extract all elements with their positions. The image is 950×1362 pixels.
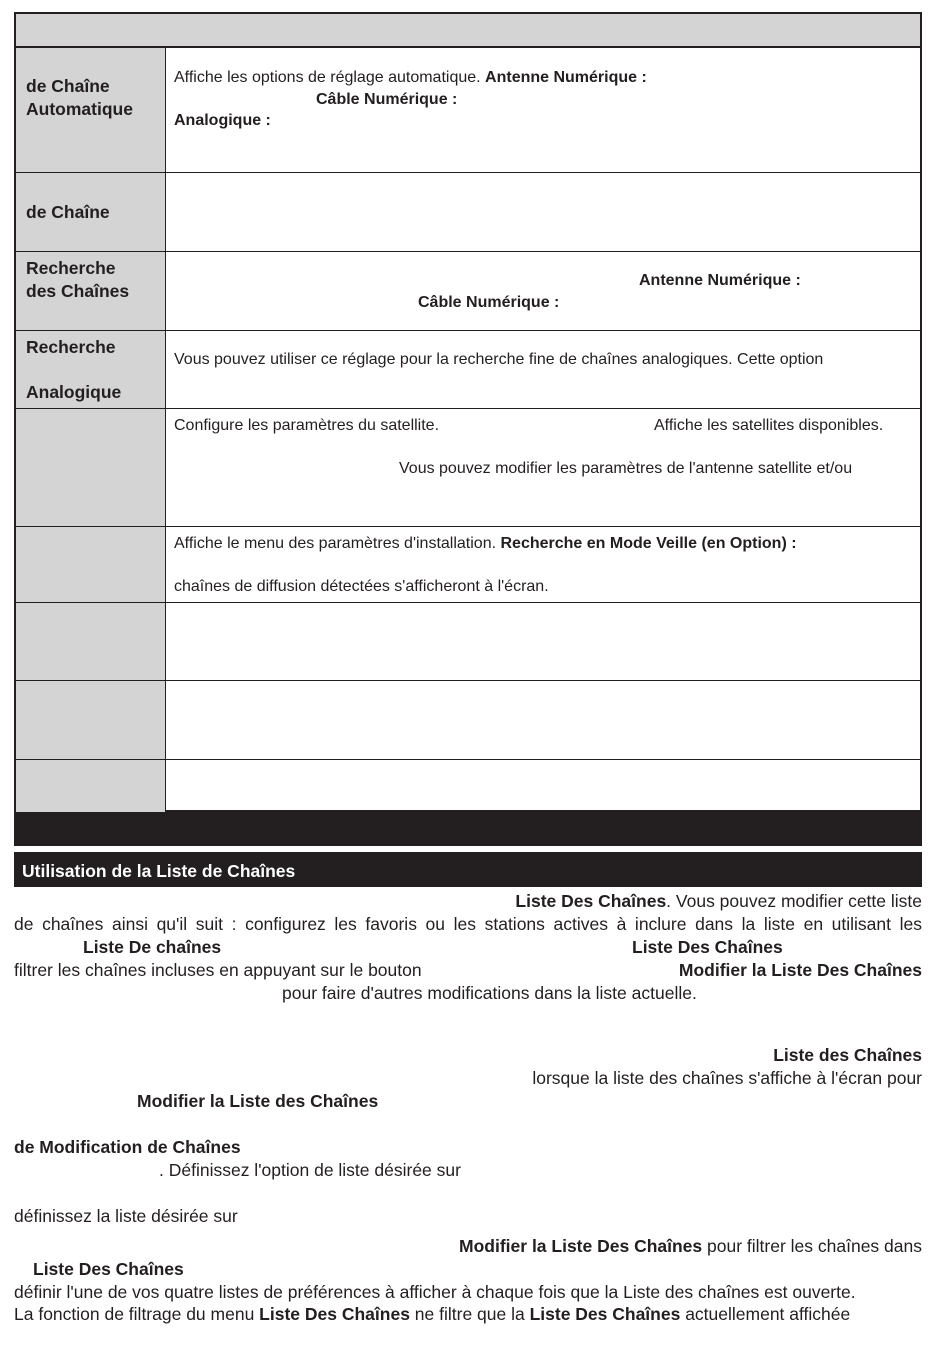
body-text: ne filtre que la: [409, 1304, 530, 1324]
row-description: Configure les paramètres du satellite.: [174, 417, 440, 434]
row-divider: [16, 526, 920, 527]
bold-term: Liste Des Chaînes: [632, 937, 783, 957]
cable-digital-label: Câble Numérique :: [418, 294, 560, 311]
row-label-line: des Chaînes: [26, 281, 130, 301]
description-text: Affiche les options de réglage automatique.: [174, 69, 486, 86]
body-text: La fonction de filtrage du menu: [14, 1304, 260, 1324]
bold-term: Modifier la Liste Des Chaînes: [678, 960, 922, 980]
body-text: pour filtrer les chaînes dans: [702, 1236, 922, 1256]
section-title: Utilisation de la Liste de Chaînes: [22, 861, 296, 881]
row-label-line: Recherche: [26, 258, 116, 278]
body-text: . Vous pouvez modifier cette liste: [666, 891, 922, 911]
row-label-auto-channel: [26, 75, 133, 121]
cable-digital-label: Câble Numérique :: [316, 91, 458, 108]
body-text: définissez la liste désirée sur: [14, 1206, 238, 1226]
row-label-network-search: [26, 257, 129, 303]
row-divider: [16, 251, 920, 252]
description-text: Affiche le menu des paramètres d'installation.: [174, 535, 501, 552]
bold-term: Liste Des Chaînes: [259, 1304, 410, 1324]
body-line: [14, 1303, 850, 1326]
row-divider: [16, 172, 920, 173]
standby-search-label: Recherche en Mode Veille (en Option) :: [500, 535, 797, 552]
section-header-bar: [14, 852, 922, 887]
body-line: de chaînes ainsi qu'il suit : configurez les favoris ou les stations actives à inclure dans la liste en utilisant les: [14, 914, 922, 934]
body-line: [459, 1235, 922, 1258]
label-column: [16, 48, 166, 812]
row-divider: [16, 602, 920, 603]
dark-divider-bar: [14, 812, 922, 846]
row-description: Vous pouvez modifier les paramètres de l'antenne satellite et/ou: [399, 460, 853, 477]
settings-table: [14, 12, 922, 812]
row-label-line: de Chaîne: [26, 202, 110, 222]
row-label-line: Recherche: [26, 337, 116, 357]
row-description: Vous pouvez utiliser ce réglage pour la recherche fine de chaînes analogiques. Cette option: [174, 351, 824, 368]
bold-term: Liste Des Chaînes: [515, 891, 667, 911]
body-text: . Définissez l'option de liste désirée sur: [159, 1160, 461, 1180]
body-line: [515, 890, 922, 913]
body-text: définir l'une de vos quatre listes de préférences à afficher à chaque fois que la Liste des chaînes est ouverte.: [14, 1282, 856, 1302]
bold-term: Liste des Chaînes: [773, 1045, 922, 1065]
row-label-analog-fine-tune-line2: [26, 381, 121, 404]
row-label-analog-fine-tune: [26, 336, 116, 359]
body-text: actuellement affichée: [680, 1304, 851, 1324]
bold-term: Liste Des Chaînes: [33, 1259, 184, 1279]
bold-term: de Modification de Chaînes: [14, 1137, 241, 1157]
body-text: pour faire d'autres modifications dans la liste actuelle.: [282, 983, 697, 1003]
row-label-line: Analogique: [26, 382, 122, 402]
row-divider: [16, 759, 920, 760]
antenna-digital-label: Antenne Numérique :: [485, 69, 647, 86]
bold-term: Liste De chaînes: [83, 937, 222, 957]
row-divider: [16, 408, 920, 409]
row-divider: [16, 330, 920, 331]
body-text: filtrer les chaînes incluses en appuyant sur le bouton: [14, 960, 422, 980]
row-label-line: Automatique: [26, 99, 133, 119]
antenna-digital-label: Antenne Numérique :: [639, 272, 801, 289]
row-description: chaînes de diffusion détectées s'afficheront à l'écran.: [174, 578, 549, 595]
row-description: [174, 533, 797, 554]
row-divider: [16, 680, 920, 681]
row-label-line: de Chaîne: [26, 76, 110, 96]
bold-term: Liste Des Chaînes: [529, 1304, 681, 1324]
body-text: lorsque la liste des chaînes s'affiche à l'écran pour: [532, 1068, 922, 1088]
table-header-bar: [16, 14, 920, 48]
row-description: [174, 67, 647, 88]
row-label-manual-channel: [26, 201, 110, 224]
bold-term: Modifier la Liste Des Chaînes: [459, 1236, 703, 1256]
bold-term: Modifier la Liste des Chaînes: [137, 1091, 379, 1111]
analog-label: Analogique :: [174, 112, 271, 129]
row-description: Affiche les satellites disponibles.: [654, 417, 884, 434]
